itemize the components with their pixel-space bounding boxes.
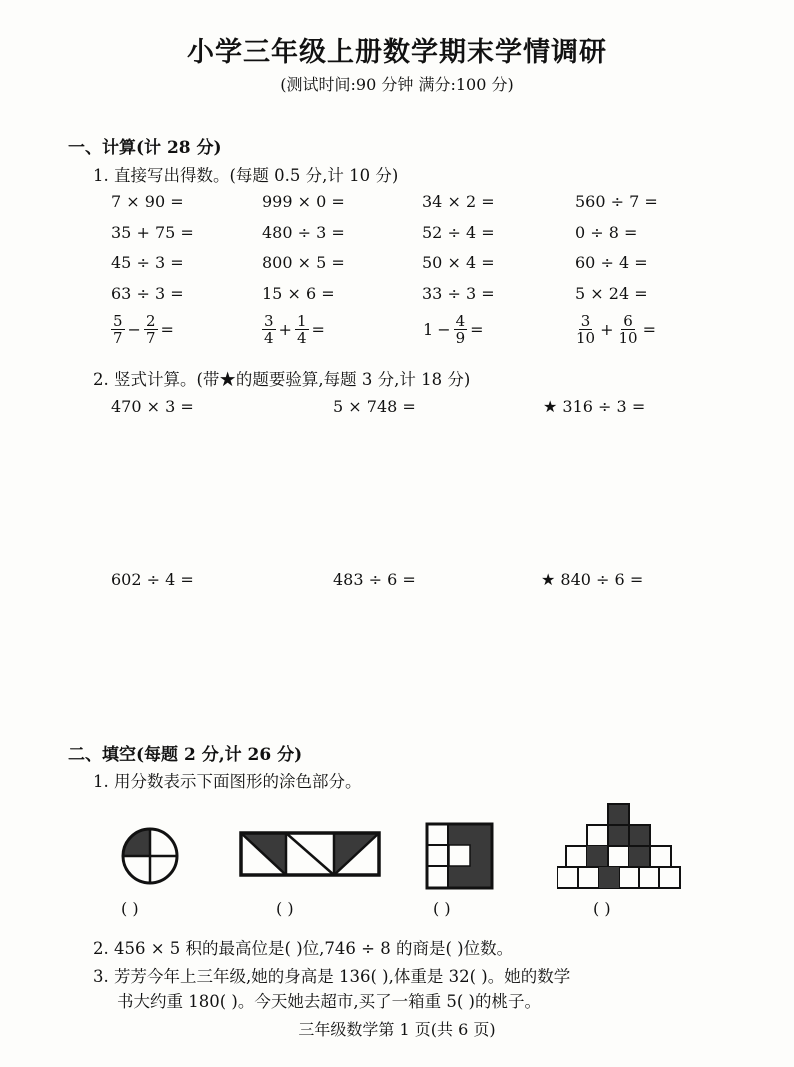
numerator: 6 <box>623 312 633 330</box>
vertical-calc-item: 602 ÷ 4 = <box>111 570 194 589</box>
numerator: 3 <box>580 312 591 330</box>
numerator: 3 <box>264 312 274 330</box>
s2-q3-line2: 书大约重 180( )。今天她去超市,买了一箱重 5( )的桃子。 <box>117 992 541 1011</box>
calc-item: 15 × 6 = <box>262 284 335 303</box>
vertical-calc-item: 470 × 3 = <box>111 397 194 416</box>
denominator: 7 <box>145 329 156 347</box>
calc-item: 35 + 75 = <box>111 223 194 242</box>
numerator: 4 <box>455 312 466 330</box>
calc-item: 60 ÷ 4 = <box>575 253 648 272</box>
vertical-calc-item: 483 ÷ 6 = <box>333 570 416 589</box>
denominator: 10 <box>618 329 638 347</box>
calc-item: 45 ÷ 3 = <box>111 253 184 272</box>
shaded-square <box>587 846 608 867</box>
operator: + <box>600 320 614 339</box>
calc-item: 63 ÷ 3 = <box>111 284 184 303</box>
calc-item: 50 × 4 = <box>422 253 495 272</box>
equals-sign: = <box>642 320 656 339</box>
calc-item: 999 × 0 = <box>262 192 345 211</box>
calc-item: 800 × 5 = <box>262 253 345 272</box>
denominator: 10 <box>576 329 596 347</box>
calc-item: 480 ÷ 3 = <box>262 223 345 242</box>
calc-item: 0 ÷ 8 = <box>575 223 638 242</box>
calc-item: 34 × 2 = <box>422 192 495 211</box>
q2-prompt: 2. 竖式计算。(带★的题要验算,每题 3 分,计 18 分) <box>93 370 471 389</box>
numerator: 1 <box>296 312 307 330</box>
equals-sign: = <box>160 320 174 339</box>
answer-blank[interactable]: ( ) <box>593 899 611 918</box>
s2-q2: 2. 456 × 5 积的最高位是( )位,746 ÷ 8 的商是( )位数。 <box>93 939 514 958</box>
q1-prompt: 1. 直接写出得数。(每题 0.5 分,计 10 分) <box>93 166 399 185</box>
shaded-square <box>599 867 619 888</box>
fraction-expression <box>261 313 327 346</box>
page-footer: 三年级数学第 1 页(共 6 页) <box>298 1020 496 1039</box>
numerator: 5 <box>113 312 123 330</box>
fraction-expression <box>573 313 658 346</box>
calc-item: 5 × 24 = <box>575 284 648 303</box>
whole-number: 1 <box>423 320 434 339</box>
figure-stepped-squares <box>557 802 683 892</box>
calc-item: 7 × 90 = <box>111 192 184 211</box>
section-2-heading: 二、填空(每题 2 分,计 26 分) <box>68 745 303 765</box>
figure-square-grid <box>425 822 495 890</box>
vertical-calc-item: ★ 316 ÷ 3 = <box>543 397 646 416</box>
answer-blank[interactable]: ( ) <box>276 899 294 918</box>
calc-item: 33 ÷ 3 = <box>422 284 495 303</box>
denominator: 9 <box>455 329 466 347</box>
shaded-square <box>629 825 650 846</box>
shaded-square <box>608 825 629 846</box>
equals-sign: = <box>470 320 484 339</box>
operator: − <box>127 320 141 339</box>
equals-sign: = <box>311 320 325 339</box>
denominator: 4 <box>264 329 274 347</box>
calc-item: 52 ÷ 4 = <box>422 223 495 242</box>
answer-blank[interactable]: ( ) <box>433 899 451 918</box>
figure-circle <box>118 824 182 888</box>
figure-triangles <box>238 830 382 878</box>
section-1-heading: 一、计算(计 28 分) <box>68 138 222 158</box>
vertical-calc-item: 5 × 748 = <box>333 397 416 416</box>
s2-q1-prompt: 1. 用分数表示下面图形的涂色部分。 <box>93 772 362 791</box>
shaded-square <box>608 804 629 825</box>
vertical-calc-item: ★ 840 ÷ 6 = <box>541 570 644 589</box>
operator: + <box>278 320 292 339</box>
calc-item: 560 ÷ 7 = <box>575 192 658 211</box>
denominator: 4 <box>296 329 307 347</box>
fraction-expression <box>110 313 176 346</box>
answer-blank[interactable]: ( ) <box>121 899 139 918</box>
numerator: 2 <box>145 312 156 330</box>
fraction-expression <box>421 313 486 346</box>
operator: − <box>437 320 451 339</box>
exam-info: (测试时间:90 分钟 满分:100 分) <box>280 75 514 94</box>
denominator: 7 <box>113 329 123 347</box>
shaded-square <box>629 846 650 867</box>
s2-q3-line1: 3. 芳芳今年上三年级,她的身高是 136( ),体重是 32( )。她的数学 <box>93 967 571 986</box>
page-title: 小学三年级上册数学期末学情调研 <box>187 37 607 68</box>
